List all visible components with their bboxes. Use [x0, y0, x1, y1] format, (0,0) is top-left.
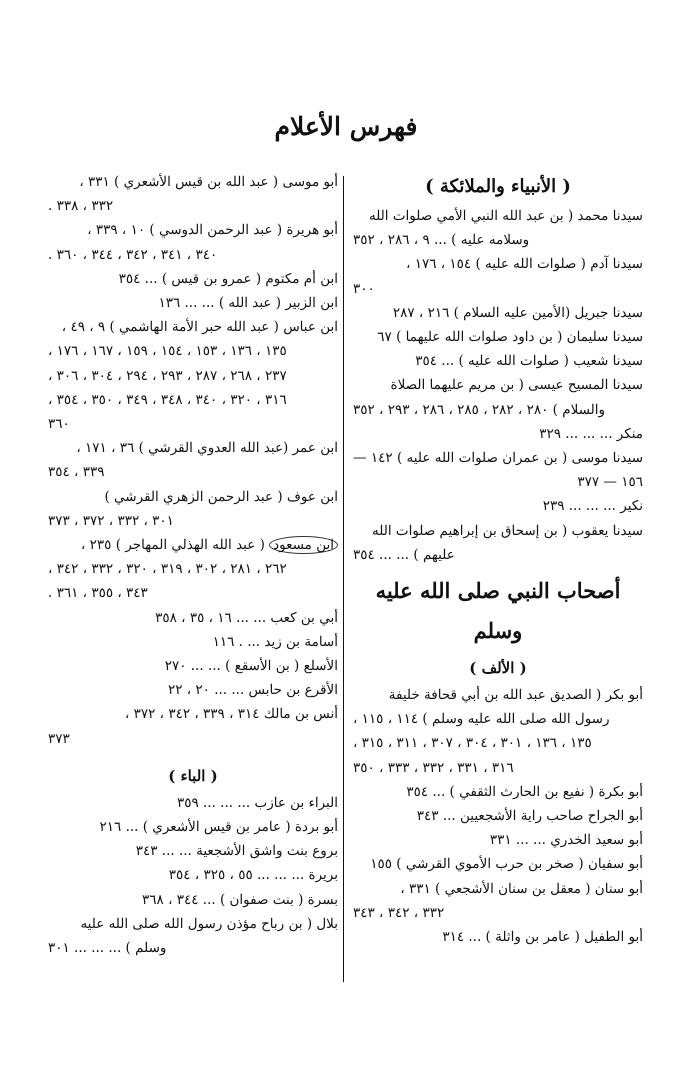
entry-text: بلال ( بن رباح مؤذن رسول الله صلى الله عليه: [80, 915, 338, 932]
index-entry: [48, 678, 338, 702]
entry-text: ابن أم مكتوم ( عمرو بن قيس ) ... ٣٥٤: [118, 270, 338, 287]
entry-continuation: وسلم ) ... ... ... ٣٠١: [48, 940, 167, 957]
index-entry: [353, 204, 643, 252]
entry-text: الأسلع ( بن الأسقع ) ... ... ٢٧٠: [164, 658, 338, 675]
entry-continuation: ٣٤٠ ، ٣٤١ ، ٣٤٢ ، ٣٤٤ ، ٣٦٠ .: [48, 246, 218, 263]
index-entry: [353, 804, 643, 828]
entry-text: أبي بن كعب ... ... ١٦ ، ٣٥ ، ٣٥٨: [155, 609, 338, 626]
entry-continuation: ٣٠٠: [353, 280, 375, 297]
index-entry: [353, 446, 643, 494]
companions-alif-list: [353, 683, 643, 949]
index-entry: [48, 863, 338, 887]
index-entry: [353, 828, 643, 852]
entry-text: سيدنا آدم ( صلوات الله عليه ) ١٥٤ ، ١٧٦ ،: [406, 256, 643, 273]
index-entry: [48, 170, 338, 218]
index-entry: [48, 436, 338, 484]
entry-text: أبو الجراح صاحب راية الأشجعيين ... ٣٤٣: [416, 808, 643, 825]
index-entry: [48, 839, 338, 863]
page-title: فهرس الأعلام: [274, 112, 418, 141]
right-column: [353, 170, 643, 949]
entry-text: سيدنا محمد ( بن عبد الله النبي الأمي صلوات الله: [368, 208, 643, 224]
entry-continuation: والسلام ) ٢٨٠ ، ٢٨٢ ، ٢٨٥ ، ٢٨٦ ، ٢٩٣ ، ٣٥٢: [353, 401, 606, 418]
entry-text: أبو بكر ( الصديق عبد الله بن أبي قحافة خليفة: [388, 687, 643, 704]
entry-continuation: وسلامه عليه ) ... ٩ ، ٢٨٦ ، ٣٥٢: [353, 232, 530, 249]
entry-text: أبو سفيان ( صخر بن حرب الأموي القرشي ) ١٥٥: [370, 856, 643, 873]
entry-text: ابن عباس ( عبد الله حبر الأمة الهاشمي ) ٩ ، ٤٩ ،: [61, 319, 338, 336]
index-entry: [48, 702, 338, 750]
entry-text: سيدنا شعيب ( صلوات الله عليه ) ... ٣٥٤: [415, 353, 643, 370]
index-entry: [353, 373, 643, 421]
entry-continuation: ٣٣٢ ، ٣٤٢ ، ٣٤٣: [353, 904, 445, 921]
entry-text: سيدنا جبريل (الأمين عليه السلام ) ٢١٦ ، ٢٨٧: [392, 304, 643, 321]
index-entry: [353, 780, 643, 804]
entry-text: سيدنا سليمان ( بن داود صلوات الله عليهما ) ٦٧: [377, 329, 643, 346]
index-entry: [48, 291, 338, 315]
entry-text: بروع بنت واشق الأشجعية ... ... ٣٤٣: [135, 843, 338, 860]
column-divider: [343, 176, 344, 982]
entry-text: أبو بردة ( عامر بن قيس الأشعري ) ... ٢١٦: [99, 819, 338, 836]
index-entry: [353, 683, 643, 780]
entry-text: ( عبد الله الهذلي المهاجر ) ٢٣٥ ،: [81, 537, 265, 554]
entry-continuation: ٣٣٢ ، ٣٣٨ .: [48, 198, 114, 215]
index-entry: [353, 325, 643, 349]
entry-text: أسامة بن زيد ... . ١١٦: [212, 633, 338, 650]
index-entry: [353, 301, 643, 325]
entry-text: البراء بن عازب ... ... ... ٣٥٩: [176, 794, 338, 811]
subsection-heading-ba: ( الباء ): [168, 766, 218, 785]
subsection-heading-alif: ( الألف ): [469, 659, 527, 678]
entry-text: منكر ... ... ... ٣٢٩: [539, 425, 643, 442]
entry-continuation: ٣٣٩ ، ٣٥٤: [48, 464, 105, 481]
entry-continuation: ٣٠١ ، ٣٣٢ ، ٣٧٢ ، ٣٧٣: [48, 512, 174, 529]
entry-text: أبو هريرة ( عبد الرحمن الدوسي ) ١٠ ، ٣٣٩ ،: [87, 222, 338, 239]
entry-text: بسرة ( بنت صفوان ) ... ٣٤٤ ، ٣٦٨: [142, 891, 338, 908]
companions-ba-list: [48, 791, 338, 960]
entry-text: أبو بكرة ( نفيع بن الحارث الثقفي ) ... ٣٥٤: [406, 783, 643, 800]
index-entry: [353, 494, 643, 518]
index-entry: [48, 888, 338, 912]
index-entry: [48, 485, 338, 533]
entry-continuation: رسول الله صلى الله عليه وسلم ) ١١٤ ، ١١٥ ، ١٣٥ ، ١٣٦ ، ٣٠١ ، ٣٠٤ ، ٣٠٧ ، ٣١١ ، ٣١٥ ، ٣١٦ ، ٣٣١ ، ٣٣٢ ، ٣٣٣ ، ٣٥٠: [353, 711, 610, 776]
index-entry: [48, 315, 338, 436]
prophets-list: [353, 204, 643, 567]
entry-text: سيدنا موسى ( بن عمران صلوات الله عليه ) ١٤٢ — ١٥٦ — ٣٧٧: [353, 450, 644, 491]
companions-list-continued: [48, 170, 338, 751]
entry-text: بريرة ... ... ... ٥٥ ، ٣٢٥ ، ٣٥٤: [168, 867, 338, 884]
entry-continuation: عليهم ) ... ... ٣٥٤: [353, 546, 455, 563]
entry-text: نكير ... ... ... ٢٣٩: [542, 498, 643, 515]
index-entry: [353, 422, 643, 446]
entry-text: ابن عوف ( عبد الرحمن الزهري القرشي ): [104, 488, 338, 505]
entry-text: أبو الطفيل ( عامر بن واثلة ) ... ٣١٤: [442, 929, 643, 946]
index-entry: [353, 252, 643, 300]
index-entry: [48, 606, 338, 630]
entry-text: أبو موسى ( عبد الله بن قيس الأشعري ) ٣٣١ ،: [79, 174, 338, 190]
index-entry: [353, 877, 643, 925]
entry-text: سيدنا يعقوب ( بن إسحاق بن إبراهيم صلوات الله: [372, 522, 643, 539]
entry-text: الأقرع بن حابس ... ... ٢٠ ، ٢٢: [167, 682, 338, 699]
index-entry: [48, 815, 338, 839]
index-entry: [48, 791, 338, 815]
entry-text: سيدنا المسيح عيسى ( بن مريم عليهما الصلاة: [390, 377, 643, 394]
entry-text: أبو سنان ( معقل بن سنان الأشجعي ) ٣٣١ ،: [400, 880, 643, 897]
entry-continuation: ٢٦٢ ، ٢٨١ ، ٣٠٢ ، ٣١٩ ، ٣٢٠ ، ٣٣٢ ، ٣٤٢ ، ٣٤٣ ، ٣٥٥ ، ٣٦١ .: [48, 561, 287, 602]
index-entry: [48, 267, 338, 291]
index-entry: [48, 630, 338, 654]
section-heading-prophets: ( الأنبياء والملائكة ): [425, 176, 571, 197]
entry-text: ابن عمر (عبد الله العدوي القرشي ) ٣٦ ، ١٧١ ،: [76, 440, 338, 457]
circled-name: ابن مسعود: [269, 536, 338, 554]
index-entry: [353, 349, 643, 373]
entry-text: أبو سعيد الخدري ... ... ٣٣١: [489, 832, 643, 849]
index-entry: [353, 519, 643, 567]
index-entry: [48, 218, 338, 266]
index-entry: [48, 912, 338, 960]
entry-continuation: ٣٧٣: [48, 730, 70, 747]
entry-text: ابن الزبير ( عبد الله ) ... ... ١٣٦: [158, 295, 338, 312]
index-entry: [353, 925, 643, 949]
entry-text: أنس بن مالك ٣١٤ ، ٣٣٩ ، ٣٤٢ ، ٣٧٢ ،: [124, 706, 338, 723]
left-column: [48, 170, 338, 960]
index-entry: [48, 533, 338, 606]
index-entry: [353, 852, 643, 876]
section-heading-companions: أصحاب النبي صلى الله عليه وسلم: [375, 578, 621, 644]
index-entry: [48, 654, 338, 678]
entry-continuation: ١٣٥ ، ١٣٦ ، ١٥٣ ، ١٥٤ ، ١٥٩ ، ١٦٧ ، ١٧٦ ، ٢٣٧ ، ٢٦٨ ، ٢٨٧ ، ٢٩٣ ، ٢٩٤ ، ٣٠٤ ، ٣٠٦ ، ٣١٦ ، ٣٢٠ ، ٣٤٠ ، ٣٤٨ ، ٣٤٩ ، ٣٥٠ ، ٣٥٤ ، ٣٦٠: [48, 343, 287, 433]
